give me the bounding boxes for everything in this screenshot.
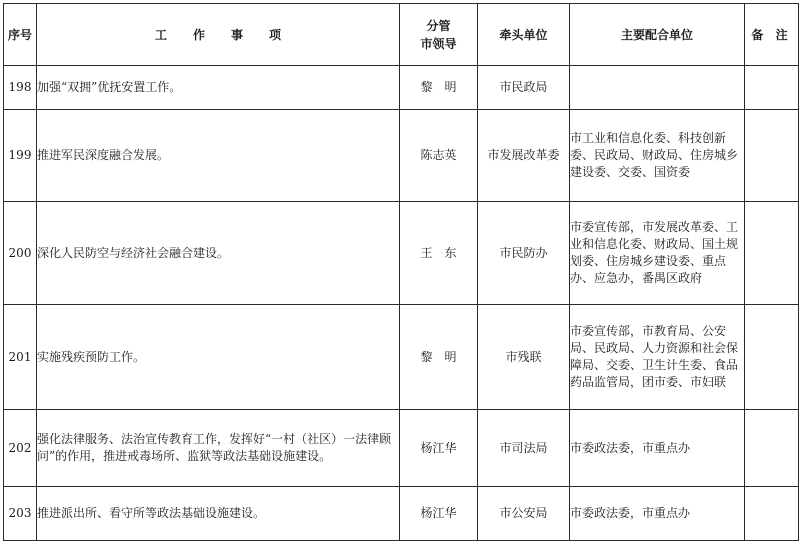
row-coop-units: 市委政法委，市重点办 bbox=[570, 487, 745, 541]
row-number: 200 bbox=[4, 202, 37, 305]
row-note bbox=[745, 202, 799, 305]
header-leader: 分管 市领导 bbox=[400, 4, 478, 66]
row-leader: 陈志英 bbox=[400, 110, 478, 202]
row-coop-units bbox=[570, 66, 745, 110]
row-task: 加强“双拥”优抚安置工作。 bbox=[37, 66, 400, 110]
task-table bbox=[3, 3, 799, 541]
row-number: 198 bbox=[4, 66, 37, 110]
table-row bbox=[4, 110, 799, 202]
header-lead-unit: 牵头单位 bbox=[478, 4, 570, 66]
table-row bbox=[4, 487, 799, 541]
header-coop-units: 主要配合单位 bbox=[570, 4, 745, 66]
row-lead-unit: 市司法局 bbox=[478, 410, 570, 487]
row-number: 203 bbox=[4, 487, 37, 541]
row-task: 实施残疾预防工作。 bbox=[37, 305, 400, 410]
row-task: 深化人民防空与经济社会融合建设。 bbox=[37, 202, 400, 305]
row-note bbox=[745, 66, 799, 110]
row-lead-unit: 市残联 bbox=[478, 305, 570, 410]
row-coop-units: 市委政法委，市重点办 bbox=[570, 410, 745, 487]
table-row bbox=[4, 410, 799, 487]
row-number: 202 bbox=[4, 410, 37, 487]
row-coop-units: 市委宣传部，市发展改革委、工业和信息化委、财政局、国土规划委、住房城乡建设委、重点办、应急办，番禺区政府 bbox=[570, 202, 745, 305]
row-note bbox=[745, 487, 799, 541]
header-task: 工作事项 bbox=[37, 4, 400, 66]
header-row bbox=[4, 4, 799, 66]
row-lead-unit: 市发展改革委 bbox=[478, 110, 570, 202]
row-leader: 杨江华 bbox=[400, 410, 478, 487]
row-lead-unit: 市民政局 bbox=[478, 66, 570, 110]
row-note bbox=[745, 110, 799, 202]
row-coop-units: 市委宣传部，市教育局、公安局、民政局、人力资源和社会保障局、交委、卫生计生委、食品药品监管局，团市委、市妇联 bbox=[570, 305, 745, 410]
row-note bbox=[745, 305, 799, 410]
row-task: 强化法律服务、法治宣传教育工作，发挥好“一村（社区）一法律顾问”的作用，推进戒毒场所、监狱等政法基础设施建设。 bbox=[37, 410, 400, 487]
table-row bbox=[4, 66, 799, 110]
header-note: 备 注 bbox=[745, 4, 799, 66]
table-row bbox=[4, 305, 799, 410]
row-task: 推进派出所、看守所等政法基础设施建设。 bbox=[37, 487, 400, 541]
table-page bbox=[3, 3, 799, 541]
row-leader: 杨江华 bbox=[400, 487, 478, 541]
row-note bbox=[745, 410, 799, 487]
row-number: 199 bbox=[4, 110, 37, 202]
row-leader: 黎明 bbox=[400, 66, 478, 110]
row-coop-units: 市工业和信息化委、科技创新委、民政局、财政局、住房城乡建设委、交委、国资委 bbox=[570, 110, 745, 202]
row-leader: 王东 bbox=[400, 202, 478, 305]
row-task: 推进军民深度融合发展。 bbox=[37, 110, 400, 202]
header-number: 序号 bbox=[4, 4, 37, 66]
row-leader: 黎明 bbox=[400, 305, 478, 410]
row-number: 201 bbox=[4, 305, 37, 410]
row-lead-unit: 市民防办 bbox=[478, 202, 570, 305]
row-lead-unit: 市公安局 bbox=[478, 487, 570, 541]
table-row bbox=[4, 202, 799, 305]
